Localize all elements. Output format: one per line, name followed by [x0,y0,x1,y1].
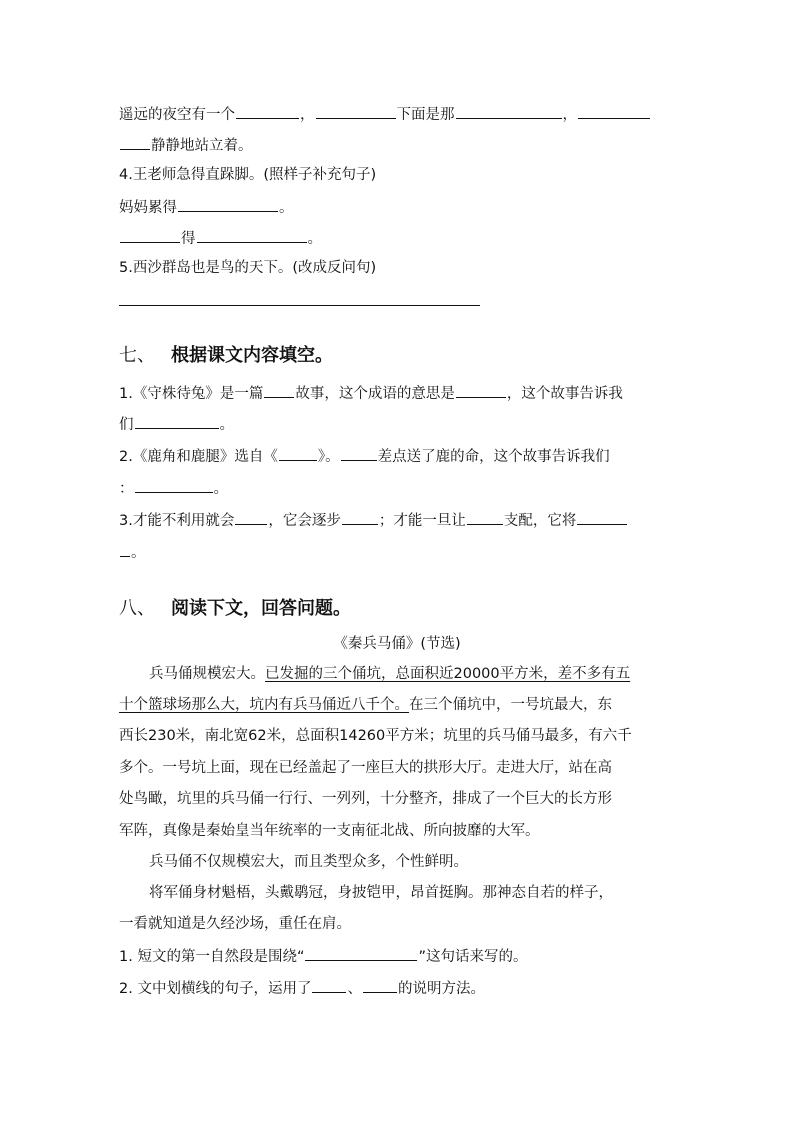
question-4-line-b: 得 。 [119,227,322,249]
blank[interactable] [342,509,378,525]
blank[interactable] [578,103,650,119]
underlined-sentence: 已发掘的三个俑坑，总面积近20000平方米，差不多有五 [265,666,631,682]
blank[interactable] [456,382,506,398]
part7-question-3-cont: 。 [119,541,146,563]
underlined-sentence: 十个篮球场那么大，坑内有兵马俑近八千个。 [119,697,409,713]
passage-p1-line6: 军阵，真像是秦始皇当年统率的一支南征北战、所向披靡的大军。 [119,823,540,839]
blank[interactable] [467,509,503,525]
part8-question-1: 1. 短文的第一自然段是围绕“ ”这句话来写的。 [119,945,527,967]
passage-p1-line1: 兵马俑规模宏大。已发掘的三个俑坑，总面积近20000平方米，差不多有五 [149,666,631,682]
part7-question-2: 2.《鹿角和鹿腿》选自《 》。 差点送了鹿的命，这个故事告诉我们 [119,445,610,467]
blank[interactable] [120,134,150,150]
blank[interactable] [197,227,307,243]
passage-p1-line3: 西长230米，南北宽62米，总面积14260平方米；坑里的兵马俑马最多，有六千 [119,728,632,744]
blank[interactable] [341,445,377,461]
part7-question-2-cont: ： 。 [119,477,228,499]
blank[interactable] [135,413,219,429]
part7-question-1: 1.《守株待兔》是一篇 故事，这个成语的意思是 ，这个故事告诉我 [119,382,623,404]
part7-question-3: 3.才能不利用就会 ，它会逐步 ；才能一旦让 支配，它将 [119,509,628,531]
passage-p3-line2: 一看就知道是久经沙场，重任在肩。 [119,916,351,932]
part8-question-2: 2. 文中划横线的句子，运用了 、 的说明方法。 [119,977,485,999]
passage-p2: 兵马俑不仅规模宏大，而且类型众多，个性鲜明。 [149,854,468,870]
blank[interactable] [305,945,417,961]
blank[interactable] [120,541,130,557]
passage-p3-line1: 将军俑身材魁梧，头戴鹖冠，身披铠甲，昂首挺胸。那神态自若的样子， [149,885,613,901]
passage-p1-line5: 处鸟瞰，坑里的兵马俑一行行、一列列，十分整齐，排成了一个巨大的长方形 [119,791,612,807]
blank[interactable] [135,477,213,493]
passage-title: 《秦兵马俑》(节选) [333,636,461,652]
blank[interactable] [178,196,278,212]
blank[interactable] [312,977,346,993]
blank[interactable] [316,103,396,119]
blank[interactable] [236,103,299,119]
blank[interactable] [456,103,562,119]
blank[interactable] [363,977,397,993]
blank[interactable] [577,509,627,525]
question-4: 4.王老师急得直跺脚。(照样子补充句子) [119,167,377,183]
question-4-line-a: 妈妈累得 。 [119,196,294,218]
part6-line2: 静静地站立着。 [119,134,253,156]
question-5: 5.西沙群岛也是鸟的天下。(改成反问句) [119,260,377,276]
passage-p1-line4: 多个。一号坑上面，现在已经盖起了一座巨大的拱形大厅。走进大厅，站在高 [119,760,612,776]
blank[interactable] [120,227,180,243]
section-8-heading: 八、 阅读下文，回答问题。 [119,598,351,619]
passage-p1-line2: 十个篮球场那么大，坑内有兵马俑近八千个。在三个俑坑中，一号坑最大，东 [119,697,612,713]
blank[interactable] [279,445,317,461]
answer-line[interactable] [119,305,480,306]
part6-line1: 遥远的夜空有一个 ， 下面是那 ， [119,103,651,125]
blank[interactable] [235,509,267,525]
part7-question-1-cont: 们 。 [119,413,234,435]
blank[interactable] [264,382,294,398]
section-7-heading: 七、 根据课文内容填空。 [119,345,333,366]
